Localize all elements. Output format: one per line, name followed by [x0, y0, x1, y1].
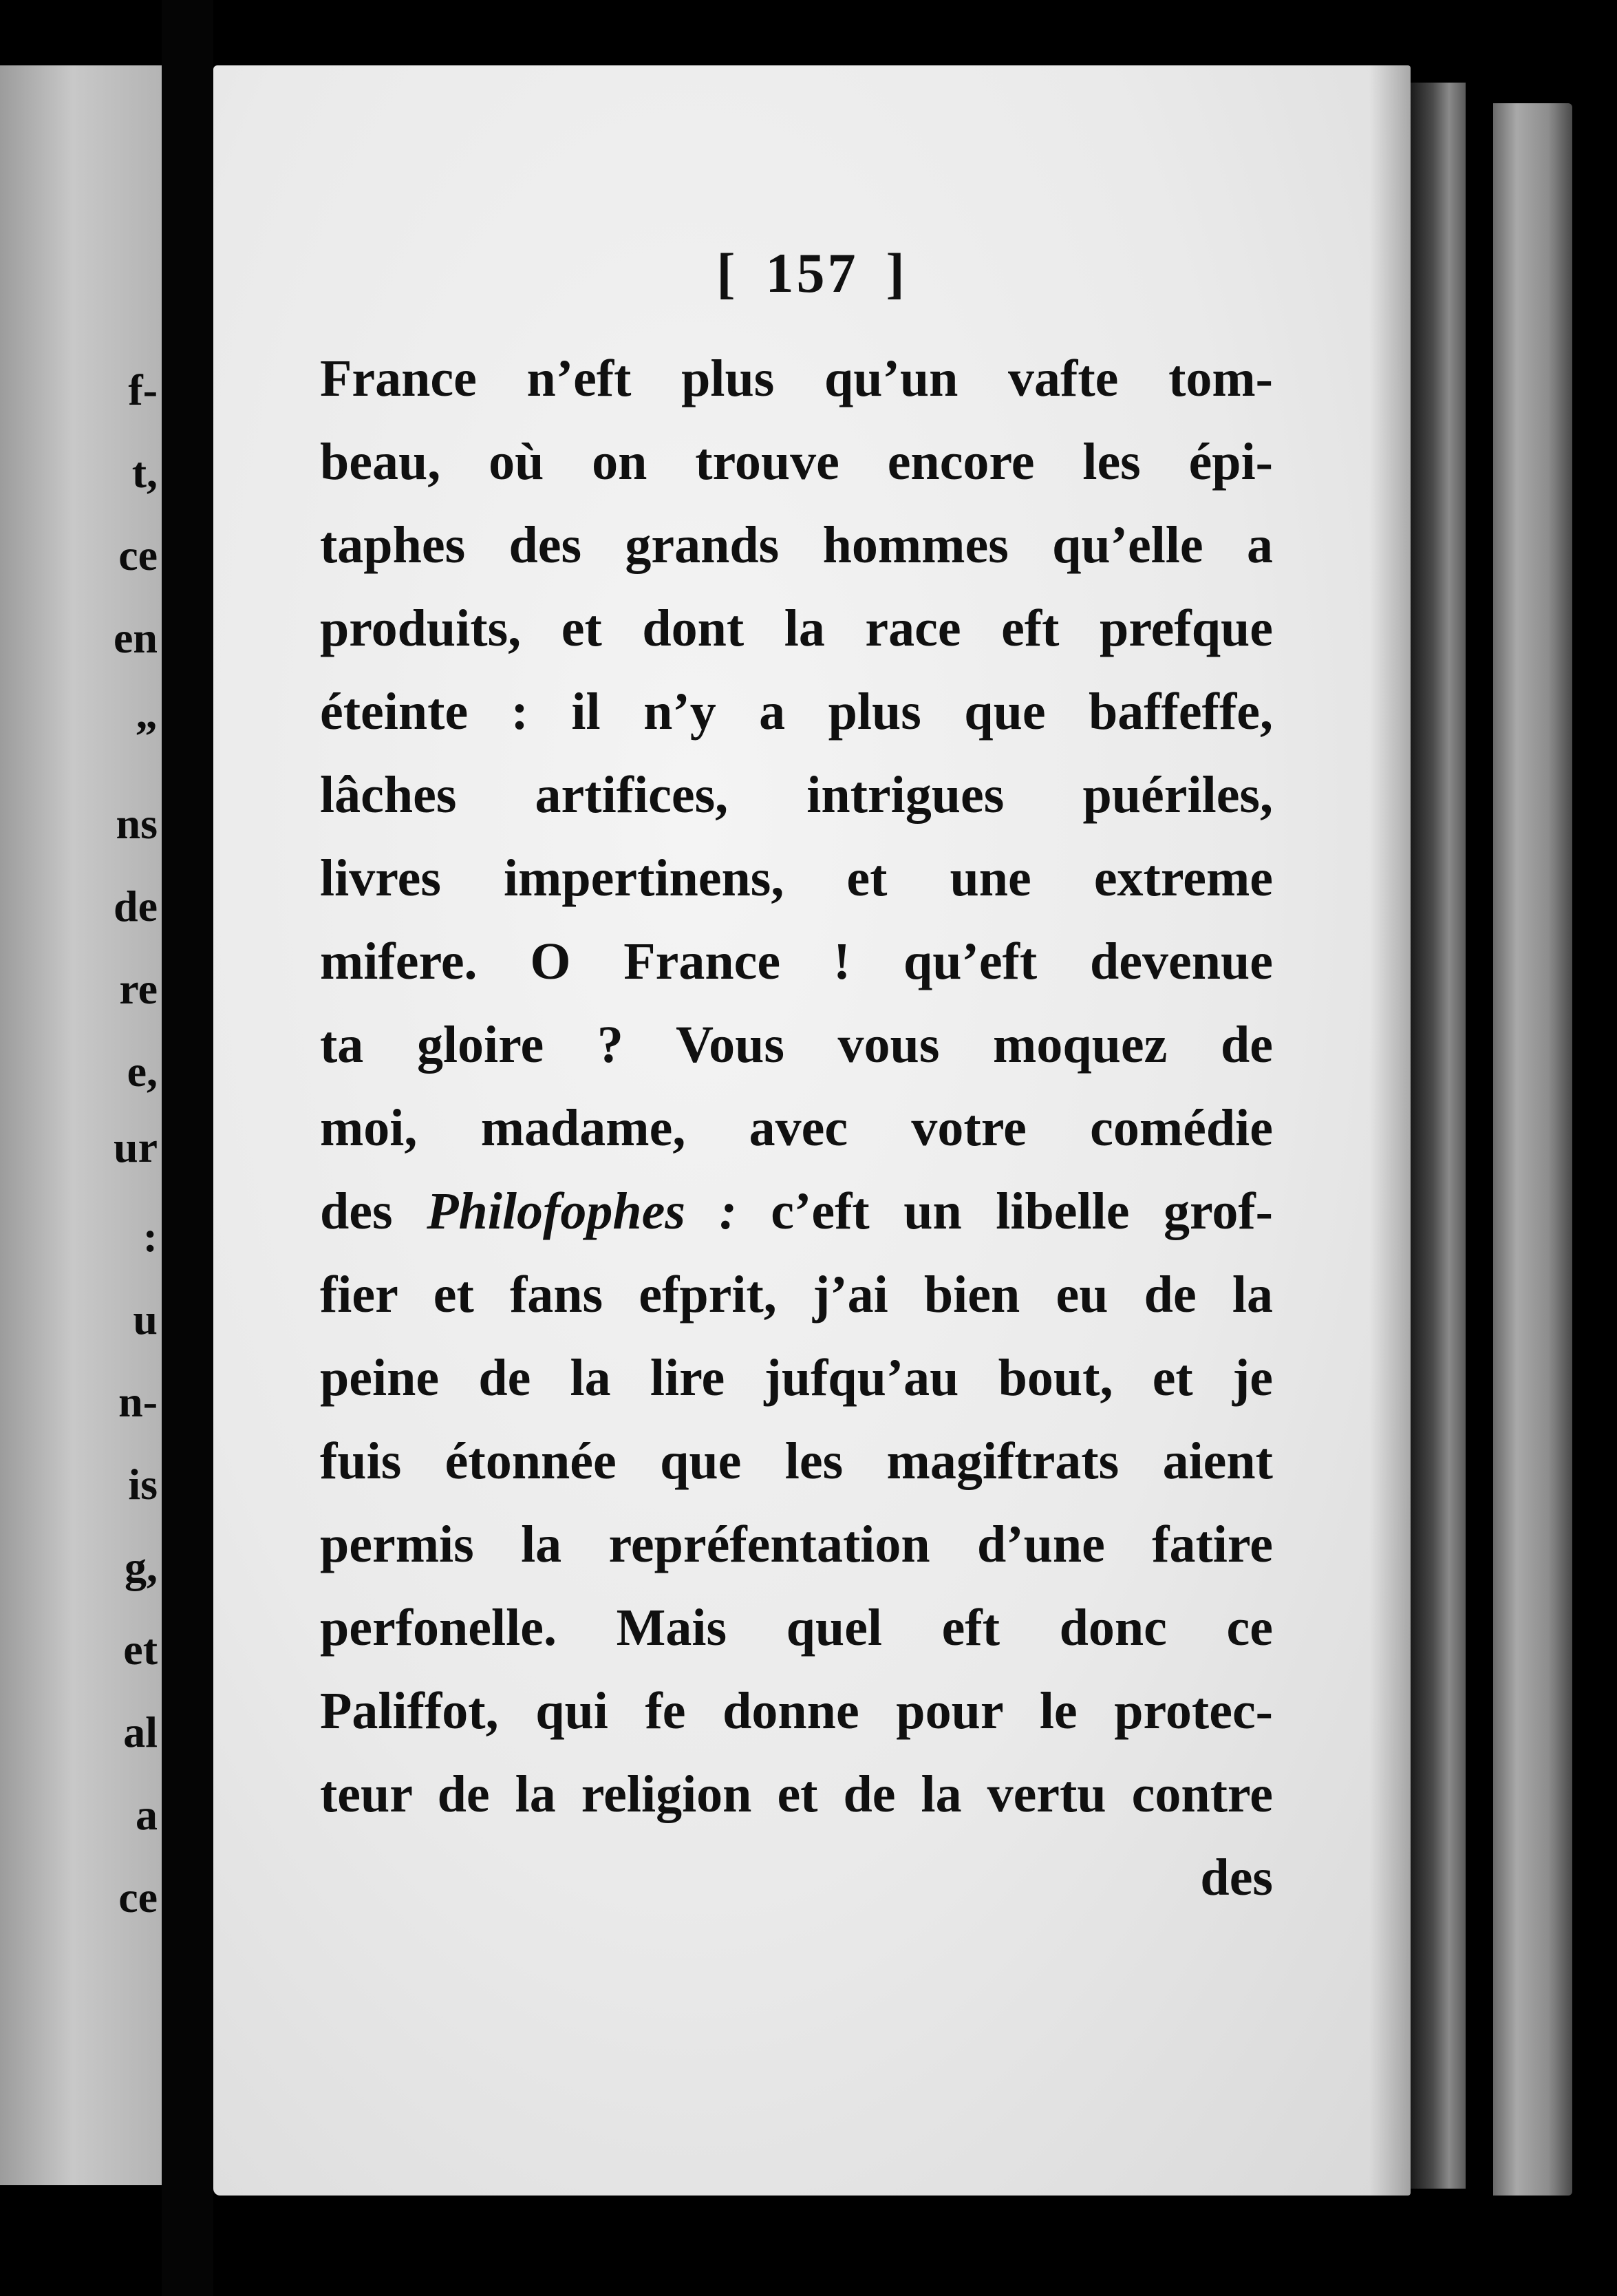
page-header	[213, 241, 1411, 306]
left-fragment: is	[128, 1460, 158, 1509]
left-fragment: et	[123, 1625, 158, 1674]
text-line: beau, où on trouve encore les épi-	[320, 433, 1273, 491]
text-line: fier et fans efprit, j’ai bien eu de la	[320, 1266, 1273, 1324]
left-fragment: f-	[128, 365, 158, 414]
left-fragment: al	[123, 1708, 158, 1756]
text-line: Paliffot, qui fe donne pour le protec-	[320, 1682, 1273, 1740]
text-line: livres impertinens, et une extreme	[320, 849, 1273, 907]
left-page-edge	[0, 65, 162, 2185]
text-line: taphes des grands hommes qu’elle a	[320, 516, 1273, 574]
book-gutter	[162, 0, 213, 2296]
left-fragment: e,	[127, 1047, 158, 1096]
text-line: permis la repréfentation d’une fatire	[320, 1516, 1273, 1573]
left-fragment: re	[119, 964, 158, 1013]
text-line: lâches artifices, intrigues puériles,	[320, 766, 1273, 824]
left-fragment: de	[114, 882, 158, 931]
left-fragment: t,	[131, 448, 158, 497]
italic-title: Philofophes :	[427, 1182, 737, 1240]
catchword: des	[1200, 1849, 1273, 1906]
left-fragment: ce	[118, 1873, 158, 1922]
book-cover-edge	[1493, 103, 1572, 2196]
left-fragment: ur	[114, 1123, 158, 1171]
book-page	[213, 65, 1411, 2196]
left-fragment: a	[136, 1790, 158, 1839]
left-fragment: en	[114, 613, 158, 662]
text-line: mifere. O France ! qu’eft devenue	[320, 933, 1273, 990]
header-open-bracket: [	[716, 242, 738, 304]
page-number: 157	[765, 242, 859, 304]
text-line-with-italic	[320, 1170, 1273, 1253]
left-fragment: u	[133, 1295, 158, 1343]
left-fragment: g,	[125, 1542, 158, 1591]
page-edges-stack	[1411, 83, 1466, 2189]
text-line: France n’eft plus qu’un vafte tom-	[320, 350, 1273, 407]
left-page-text-fragments	[75, 65, 158, 2185]
text-line: peine de la lire jufqu’au bout, et je	[320, 1349, 1273, 1407]
text-line: éteinte : il n’y a plus que baffeffe,	[320, 683, 1273, 741]
left-fragment: ce	[118, 531, 158, 580]
left-fragment: n-	[118, 1377, 158, 1426]
left-fragment: ns	[116, 799, 158, 848]
line-prefix: des	[320, 1182, 427, 1240]
left-fragment: :	[142, 1212, 158, 1261]
text-line: moi, madame, avec votre comédie	[320, 1099, 1273, 1157]
header-close-bracket: ]	[886, 242, 908, 304]
page-body-text	[320, 337, 1273, 1920]
text-line: fuis étonnée que les magiftrats aient	[320, 1432, 1273, 1490]
text-line: perfonelle. Mais quel eft donc ce	[320, 1599, 1273, 1657]
text-line: teur de la religion et de la vertu contre	[320, 1765, 1273, 1823]
line-suffix: c’eft un libelle grof-	[736, 1182, 1273, 1240]
text-line: produits, et dont la race eft prefque	[320, 599, 1273, 657]
left-fragment: „	[136, 689, 158, 738]
text-line: ta gloire ? Vous vous moquez de	[320, 1016, 1273, 1074]
